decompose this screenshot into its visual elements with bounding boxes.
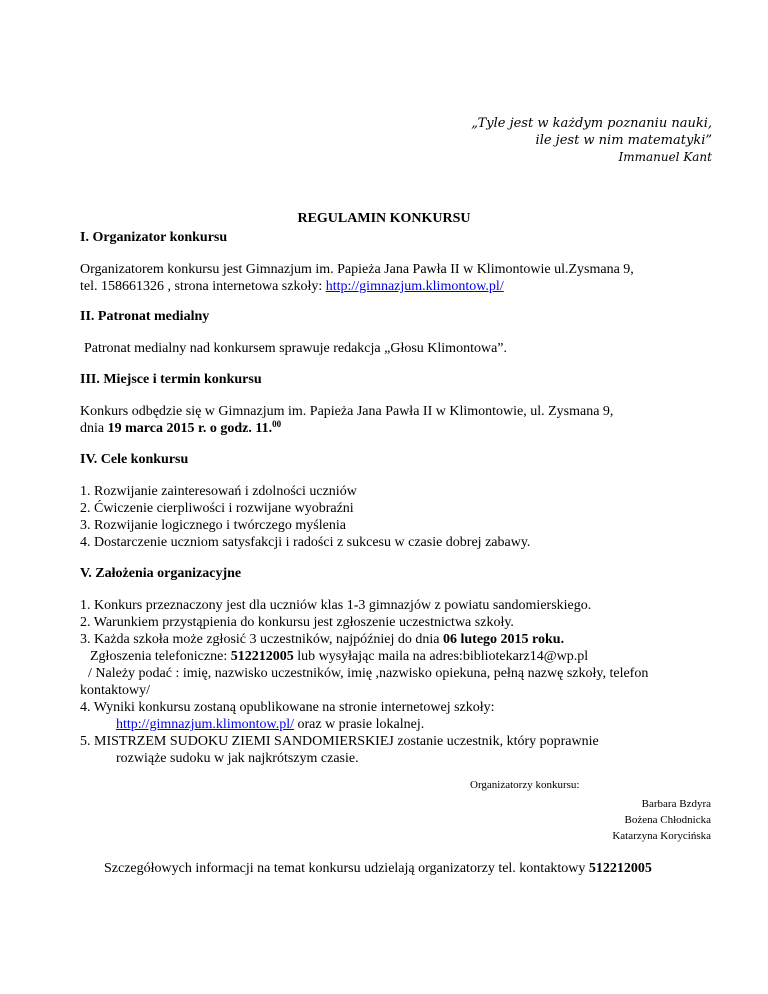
rule-item-1: 1. Konkurs przeznaczony jest dla uczniów klas 1-3 gimnazjów z powiatu sandomierskiego. xyxy=(80,598,592,613)
section-2-heading: II. Patronat medialny xyxy=(80,309,210,324)
contest-time-minutes: 00 xyxy=(272,419,282,429)
section-1-line-2 xyxy=(80,278,504,295)
organizer-name: Bożena Chłodnicka xyxy=(624,814,711,826)
section-1-line-1: Organizatorem konkursu jest Gimnazjum im. Papieża Jana Pawła II w Klimontowie ul.Zysmana 9, xyxy=(80,262,634,277)
footer-text: Szczegółowych informacji na temat konkursu udzielają organizatorzy tel. kontaktowy xyxy=(104,861,589,876)
rule-item-2: 2. Warunkiem przystąpienia do konkursu jest zgłoszenie uczestnictwa szkoły. xyxy=(80,615,514,630)
organizers-label: Organizatorzy konkursu: xyxy=(470,779,580,791)
section-3-line-1: Konkurs odbędzie się w Gimnazjum im. Papieża Jana Pawła II w Klimontowie, ul. Zysmana 9, xyxy=(80,404,614,419)
quote-line-1: „Tyle jest w każdym poznaniu nauki, xyxy=(471,116,712,131)
school-website-link[interactable]: http://gimnazjum.klimontow.pl/ xyxy=(325,279,504,294)
footer-phone: 512212005 xyxy=(588,861,652,876)
rule-item-3-text: 3. Każda szkoła może zgłosić 3 uczestników, najpóźniej do dnia xyxy=(80,632,443,647)
registration-note-line-1: / Należy podać : imię, nazwisko uczestników, imię ,nazwisko opiekuna, pełną nazwę szkoły, telefon xyxy=(88,666,649,681)
rule-item-4-suffix: oraz w prasie lokalnej. xyxy=(293,717,425,732)
phone-registration-text: Zgłoszenia telefoniczne: xyxy=(90,649,231,664)
section-3-heading: III. Miejsce i termin konkursu xyxy=(80,372,262,387)
rule-item-3 xyxy=(80,631,564,648)
quote-line-2: ile jest w nim matematyki” xyxy=(535,133,712,148)
contest-date: 19 marca 2015 r. o godz. 11. xyxy=(107,421,273,436)
rule-item-4-link-line xyxy=(116,716,424,733)
rule-item-5-line-2: rozwiąże sudoku w jak najkrótszym czasie. xyxy=(116,751,359,766)
date-prefix: dnia xyxy=(80,421,108,436)
registration-deadline: 06 lutego 2015 roku. xyxy=(442,632,565,647)
page-title: REGULAMIN KONKURSU xyxy=(297,211,471,226)
section-4-heading: IV. Cele konkursu xyxy=(80,452,189,467)
section-1-line-2-text: tel. 158661326 , strona internetowa szkoły: xyxy=(80,279,326,294)
goal-item: 2. Ćwiczenie cierpliwości i rozwijane wyobraźni xyxy=(80,501,354,516)
registration-phone: 512212005 xyxy=(230,649,294,664)
registration-note-line-2: kontaktowy/ xyxy=(80,683,150,698)
organizer-name: Barbara Bzdyra xyxy=(641,798,711,810)
goal-item: 4. Dostarczenie uczniom satysfakcji i radości z sukcesu w czasie dobrej zabawy. xyxy=(80,535,531,550)
organizer-name: Katarzyna Korycińska xyxy=(612,830,711,842)
phone-registration xyxy=(90,648,588,665)
section-2-text: Patronat medialny nad konkursem sprawuje redakcja „Głosu Klimontowa”. xyxy=(84,341,507,356)
rule-item-5-line-1: 5. MISTRZEM SUDOKU ZIEMI SANDOMIERSKIEJ zostanie uczestnik, który poprawnie xyxy=(80,734,599,749)
section-1-heading: I. Organizator konkursu xyxy=(80,230,228,245)
goal-item: 3. Rozwijanie logicznego i twórczego myślenia xyxy=(80,518,346,533)
rule-item-4: 4. Wyniki konkursu zostaną opublikowane na stronie internetowej szkoły: xyxy=(80,700,495,715)
quote-author: Immanuel Kant xyxy=(618,150,712,164)
results-website-link[interactable]: http://gimnazjum.klimontow.pl/ xyxy=(116,717,294,732)
footer-info xyxy=(104,860,652,877)
section-5-heading: V. Założenia organizacyjne xyxy=(80,566,242,581)
email-info: lub wysyłając maila na adres:bibliotekarz14@wp.pl xyxy=(293,649,589,664)
goal-item: 1. Rozwijanie zainteresowań i zdolności uczniów xyxy=(80,484,357,499)
section-3-line-2 xyxy=(80,420,281,437)
